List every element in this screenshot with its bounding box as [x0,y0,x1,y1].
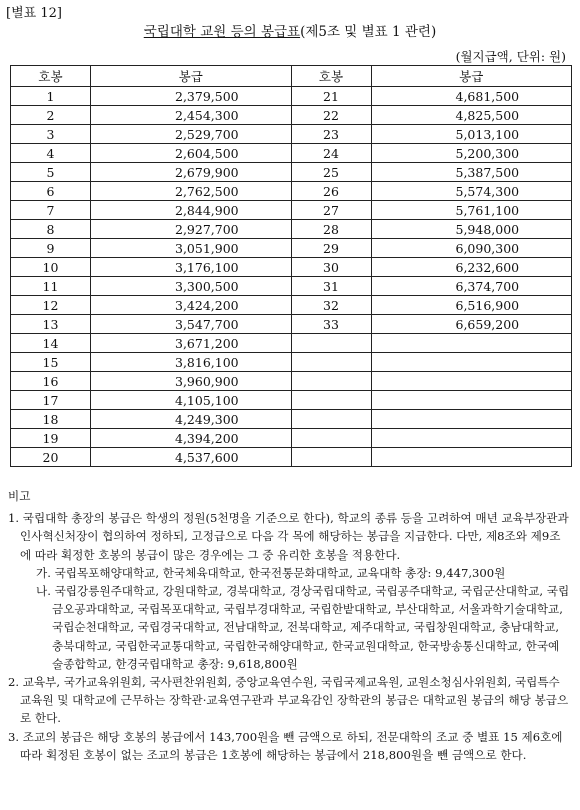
header-salary-left: 봉급 [91,66,292,87]
step-cell: 25 [291,163,371,182]
title-reference: (제5조 및 별표 1 관련) [300,24,437,40]
remark-item-1: 1. 국립대학 총장의 봉급은 학생의 정원(5천명을 기준으로 한다), 학교의 종류 등을 고려하여 매년 교육부장관과 인사혁신처장이 협의하여 정하되, 고정급으로 다음 각 목에 해당하는 봉급을 지급한다. 다만, 제8조와 제9조에 따라 획정한 호봉의 봉급이 많은 경우에는 그 중 유리한 호봉을 적용한다. [8,511,569,562]
salary-cell [371,372,572,391]
salary-cell [371,429,572,448]
salary-cell: 2,529,700 [91,125,292,144]
remark-item-1-b: 나. 국립강릉원주대학교, 강원대학교, 경북대학교, 경상국립대학교, 국립공주대학교, 국립군산대학교, 국립금오공과대학교, 국립목포대학교, 국립부경대학교, 국립한밭대학교, 부산대학교, 서울과학기술대학교, 국립순천대학교, 국립경국대학교, 전남대학교, 전북대학교, 제주대학교, 국립창원대학교, 충남대학교, 충북대학교, 국립한국교통대학교, 국립한국해양대학교, 한국교원대학교, 한국방송통신대학교, 한국예술종합학교, 한경국립대학교 총장: 9,618,800원 [36,584,570,671]
step-cell: 1 [11,87,91,106]
table-row [11,334,572,353]
step-cell: 30 [291,258,371,277]
salary-cell: 6,659,200 [371,315,572,334]
salary-cell: 6,090,300 [371,239,572,258]
step-cell: 17 [11,391,91,410]
table-row [11,353,572,372]
table-row [11,106,572,125]
salary-table-body [11,87,572,467]
table-header-row [11,66,572,87]
salary-cell: 2,679,900 [91,163,292,182]
table-row [11,144,572,163]
salary-cell: 2,604,500 [91,144,292,163]
salary-cell: 4,825,500 [371,106,572,125]
salary-cell: 2,927,700 [91,220,292,239]
salary-cell: 4,537,600 [91,448,292,467]
salary-cell: 2,844,900 [91,201,292,220]
salary-cell: 5,574,300 [371,182,572,201]
step-cell: 28 [291,220,371,239]
step-cell [291,353,371,372]
step-cell: 20 [11,448,91,467]
step-cell [291,410,371,429]
salary-cell: 5,387,500 [371,163,572,182]
step-cell: 8 [11,220,91,239]
salary-cell: 4,394,200 [91,429,292,448]
salary-cell: 2,379,500 [91,87,292,106]
salary-cell: 4,681,500 [371,87,572,106]
document-title [0,20,580,40]
salary-cell: 5,200,300 [371,144,572,163]
salary-cell: 6,516,900 [371,296,572,315]
salary-cell [371,353,572,372]
table-row [11,448,572,467]
salary-cell: 2,762,500 [91,182,292,201]
table-row [11,87,572,106]
step-cell: 7 [11,201,91,220]
salary-cell: 3,051,900 [91,239,292,258]
step-cell: 3 [11,125,91,144]
step-cell: 9 [11,239,91,258]
step-cell: 31 [291,277,371,296]
table-row [11,220,572,239]
step-cell [291,429,371,448]
table-row [11,315,572,334]
salary-cell: 3,547,700 [91,315,292,334]
step-cell: 29 [291,239,371,258]
table-row [11,372,572,391]
remark-item-2: 2. 교육부, 국가교육위원회, 국사편찬위원회, 중앙교육연수원, 국립국제교육원, 교원소청심사위원회, 국립특수교육원 및 대학교에 근무하는 장학관·교육연구관과 부교육감인 장학관의 봉급은 대학교원 봉급의 해당 봉급으로 한다. [8,675,569,726]
remarks-section [8,487,570,764]
salary-cell [371,410,572,429]
step-cell: 6 [11,182,91,201]
salary-cell: 6,374,700 [371,277,572,296]
step-cell: 13 [11,315,91,334]
table-row [11,391,572,410]
step-cell: 22 [291,106,371,125]
remarks-heading: 비고 [8,489,31,503]
appendix-tag: [별표 12] [6,6,62,21]
remark-item-3: 3. 조교의 봉급은 해당 호봉의 봉급에서 143,700원을 뺀 금액으로 하되, 전문대학의 조교 중 별표 15 제6호에 따라 획정된 호봉이 없는 조교의 봉급은 1호봉에 해당하는 봉급에서 218,800원을 뺀 금액으로 한다. [8,729,563,762]
salary-cell: 4,249,300 [91,410,292,429]
step-cell: 15 [11,353,91,372]
header-step-left: 호봉 [11,66,91,87]
salary-cell: 2,454,300 [91,106,292,125]
step-cell: 11 [11,277,91,296]
salary-cell [371,391,572,410]
table-row [11,239,572,258]
salary-table [10,65,572,467]
step-cell: 14 [11,334,91,353]
salary-cell [371,448,572,467]
step-cell: 27 [291,201,371,220]
step-cell [291,391,371,410]
salary-cell: 3,960,900 [91,372,292,391]
table-row [11,296,572,315]
table-row [11,201,572,220]
step-cell: 24 [291,144,371,163]
step-cell: 23 [291,125,371,144]
salary-cell: 5,013,100 [371,125,572,144]
salary-cell: 3,671,200 [91,334,292,353]
table-row [11,277,572,296]
table-row [11,125,572,144]
step-cell: 26 [291,182,371,201]
step-cell: 5 [11,163,91,182]
step-cell [291,448,371,467]
step-cell [291,334,371,353]
step-cell: 10 [11,258,91,277]
step-cell: 19 [11,429,91,448]
step-cell: 21 [291,87,371,106]
salary-cell: 3,300,500 [91,277,292,296]
step-cell: 4 [11,144,91,163]
salary-cell: 3,176,100 [91,258,292,277]
table-row [11,429,572,448]
step-cell: 12 [11,296,91,315]
header-salary-right: 봉급 [371,66,572,87]
salary-cell: 4,105,100 [91,391,292,410]
header-step-right: 호봉 [291,66,371,87]
unit-note: (월지급액, 단위: 원) [455,49,566,64]
salary-cell: 3,424,200 [91,296,292,315]
salary-cell: 5,948,000 [371,220,572,239]
table-row [11,410,572,429]
remark-item-1-a: 가. 국립목포해양대학교, 한국체육대학교, 한국전통문화대학교, 교육대학 총장: 9,447,300원 [36,565,506,580]
salary-cell [371,334,572,353]
step-cell: 33 [291,315,371,334]
title-main: 국립대학 교원 등의 봉급표 [143,24,301,40]
salary-cell: 3,816,100 [91,353,292,372]
step-cell [291,372,371,391]
salary-cell: 6,232,600 [371,258,572,277]
salary-cell: 5,761,100 [371,201,572,220]
table-row [11,182,572,201]
step-cell: 32 [291,296,371,315]
table-row [11,258,572,277]
step-cell: 16 [11,372,91,391]
step-cell: 2 [11,106,91,125]
table-row [11,163,572,182]
step-cell: 18 [11,410,91,429]
